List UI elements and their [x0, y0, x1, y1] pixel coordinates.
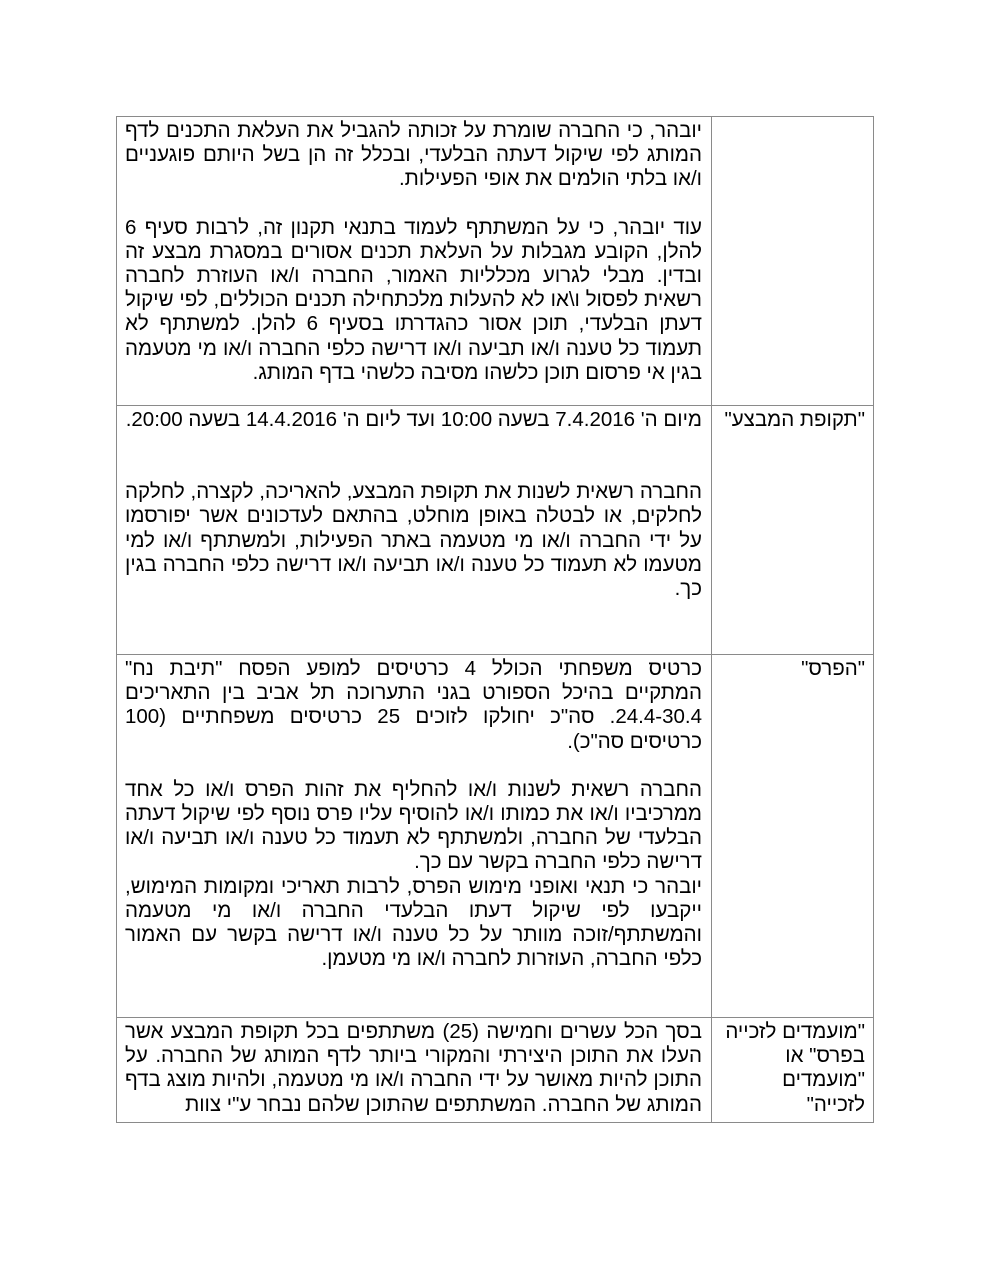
terms-table — [116, 116, 874, 1123]
term-label: "הפרס" — [801, 657, 865, 680]
definition-paragraph: החברה רשאית לשנות ו/או להחליף את זהות הפרס ו/או כל אחד ממרכיביו ו/או את כמותו ו/או להוסיף עליו פרס נוסף לפי שיקול דעתה הבלעדי של החברה, ולמשתתף לא תעמוד כל טענה ו/או תביעה ו/או דרישה כלפי החברה בקשר עם כך. — [125, 777, 702, 874]
definition-cell — [117, 1018, 712, 1123]
table-row — [117, 117, 874, 406]
definition-paragraph: כרטיס משפחתי הכולל 4 כרטיסים למופע הפסח "תיבת נח" המתקיים בהיכל הספורט בגני התערוכה תל אביב בין התאריכים 24.4-30.4. סה"כ יחולקו לזוכים 25 כרטיסים משפחתיים (100 כרטיסים סה"כ). — [125, 657, 702, 753]
table-row — [117, 406, 874, 655]
definition-paragraph: החברה רשאית לשנות את תקופת המבצע, להאריכה, לקצרה, לחלקה לחלקים, או לבטלה באופן מוחלט, בהתאם לעדכונים אשר יפורסמו על ידי החברה ו/או מי מטעמה באתר הפעילות, ולמשתתף ו/או למי מטעמו לא תעמוד כל טענה ו/או תביעה ו/או דרישה כלפי החברה בגין כך. — [125, 480, 702, 601]
definition-paragraph: יובהר כי תנאי ואופני מימוש הפרס, לרבות תאריכי ומקומות המימוש, ייקבעו לפי שיקול דעתו הבלעדי החברה ו/או מי מטעמה והמשתתף/זוכה מוותר על כל טענה ו/או דרישה בקשר עם האמור כלפי החברה, העוזרות לחברה ו/או מי מטעמן. — [125, 874, 702, 971]
definition-cell — [117, 406, 712, 655]
table-row — [117, 655, 874, 1018]
term-cell — [712, 655, 874, 1018]
definition-cell — [117, 655, 712, 1018]
definition-cell — [117, 117, 712, 406]
term-label: "מועמדים לזכייה בפרס" או "מועמדים לזכייה" — [725, 1020, 865, 1116]
table-row — [117, 1018, 874, 1123]
term-label: "תקופת המבצע" — [724, 408, 865, 431]
definition-paragraph: בסך הכל עשרים וחמישה (25) משתתפים בכל תקופת המבצע אשר העלו את התוכן היצירתי והמקורי ביותר לדף המותג של החברה. על התוכן להיות מאושר על ידי החברה ו/או מי מטעמה, ולהיות מוצג בדף המותג של החברה. המשתתפים שהתוכן שלהם נבחר ע"י צוות — [125, 1020, 702, 1116]
term-label — [712, 117, 873, 119]
term-cell — [712, 1018, 874, 1123]
term-cell — [712, 406, 874, 655]
term-cell — [712, 117, 874, 406]
definition-paragraph: עוד יובהר, כי על המשתתף לעמוד בתנאי תקנון זה, לרבות סעיף 6 להלן, הקובע מגבלות על העלאת תכנים אסורים במסגרת מבצע זה ובדין. מבלי לגרוע מכלליות האמור, החברה ו/או העוזרת לחברה רשאית לפסול ו\או לא להעלות מלכתחילה תכנים הכוללים, לפי שיקול דעתן הבלעדי, תוכן אסור כהגדרתו בסעיף 6 להלן. למשתתף לא תעמוד כל טענה ו/או תביעה ו/או דרישה כלפי החברה ו/או מי מטעמה בגין אי פרסום תוכן כלשהו מסיבה כלשהי בדף המותג. — [125, 215, 702, 384]
definition-paragraph: יובהר, כי החברה שומרת על זכותה להגביל את העלאת התכנים לדף המותג לפי שיקול דעתה הבלעדי, ובכלל זה הן בשל היותם פוגעניים ו/או בלתי הולמים את אופי הפעילות. — [125, 119, 702, 191]
definition-paragraph: מיום ה' 7.4.2016 בשעה 10:00 ועד ליום ה' 14.4.2016 בשעה 20:00. — [125, 408, 702, 431]
